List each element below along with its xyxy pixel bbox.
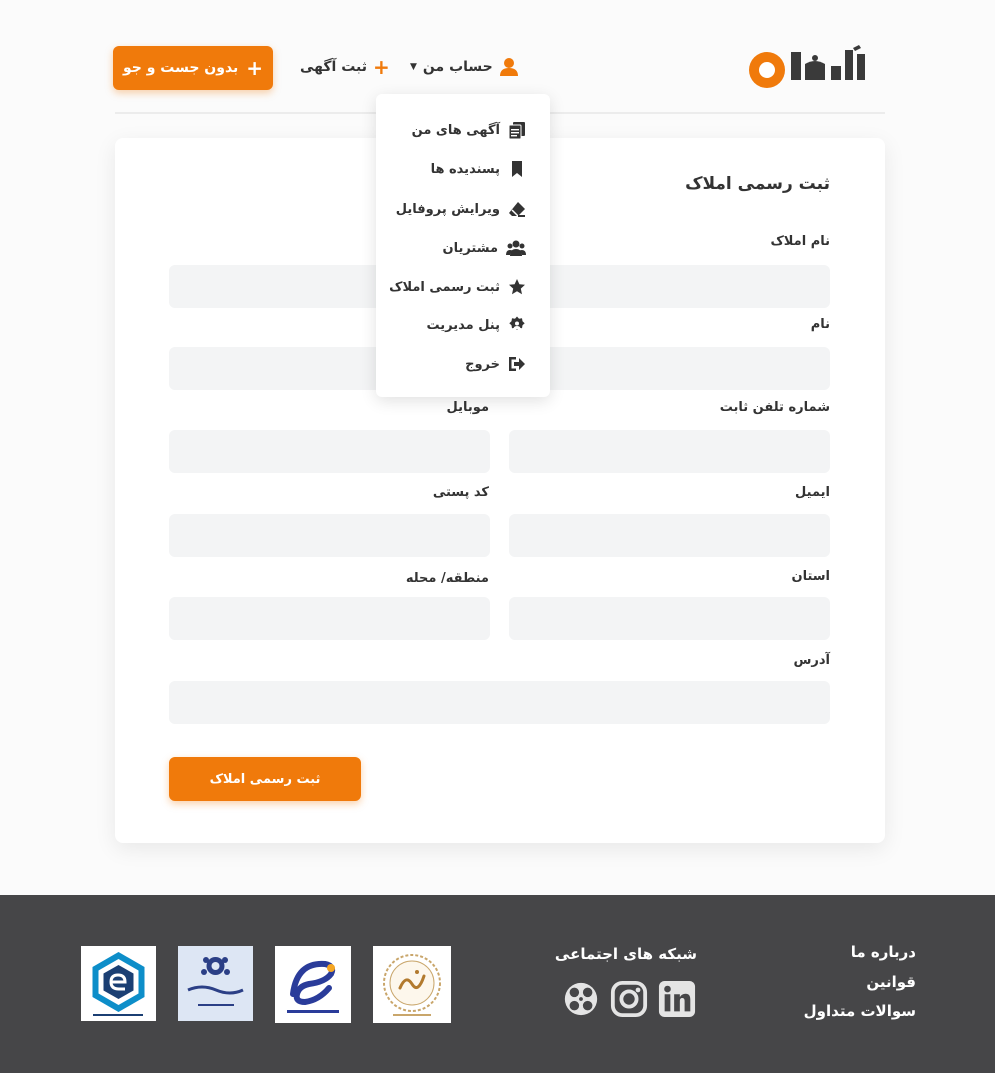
postal-code-input[interactable] xyxy=(169,514,490,557)
plus-icon: + xyxy=(246,56,264,80)
social-icons xyxy=(562,980,696,1018)
menu-item-favorites[interactable]: پسندیده ها xyxy=(431,157,526,181)
eraser-icon xyxy=(508,200,526,218)
ettehadieh-badge[interactable] xyxy=(81,946,156,1021)
instagram-icon[interactable] xyxy=(610,980,648,1018)
aparat-icon[interactable] xyxy=(562,980,600,1018)
email-label: ایمیل xyxy=(795,485,830,500)
enamad-logo-icon xyxy=(275,946,351,1023)
landline-label: شماره تلفن ثابت xyxy=(719,400,830,415)
samandehi-seal-icon xyxy=(373,946,451,1023)
district-input[interactable] xyxy=(169,597,490,640)
bookmark-icon xyxy=(508,160,526,178)
province-input[interactable] xyxy=(509,597,830,640)
mobile-label: موبایل xyxy=(446,400,489,415)
footer-link-rules[interactable]: قوانین xyxy=(866,973,916,991)
district-label: منطقه/ محله xyxy=(405,571,489,586)
social-title: شبکه های اجتماعی xyxy=(554,945,697,963)
submit-button[interactable]: ثبت رسمی املاک xyxy=(169,757,361,801)
user-icon xyxy=(499,57,519,77)
site-footer xyxy=(0,895,995,1073)
cog-icon xyxy=(508,316,526,334)
email-input[interactable] xyxy=(509,514,830,557)
menu-item-edit-profile[interactable]: ویرایش پروفایل xyxy=(396,197,526,221)
post-ad-label: ثبت آگهی xyxy=(300,59,368,75)
footer-link-faq[interactable]: سوالات متداول xyxy=(803,1002,916,1020)
account-dropdown-menu xyxy=(376,94,550,397)
brand-logo[interactable] xyxy=(745,44,877,90)
anjoman-badge[interactable] xyxy=(178,946,253,1021)
menu-item-logout[interactable]: خروج xyxy=(465,352,526,376)
ettehadieh-logo-icon xyxy=(81,946,156,1021)
users-icon xyxy=(506,239,526,257)
anjoman-logo-icon xyxy=(178,946,253,1021)
menu-item-my-ads[interactable]: آگهی های من xyxy=(412,118,526,142)
post-ad-link[interactable] xyxy=(300,55,390,79)
search-button[interactable] xyxy=(113,46,273,90)
sign-out-icon xyxy=(508,355,526,373)
menu-item-admin-panel[interactable]: پنل مدیریت xyxy=(427,313,527,337)
search-button-label: بدون جست و جو xyxy=(122,60,239,76)
star-icon xyxy=(508,278,526,296)
account-menu-toggle[interactable] xyxy=(410,55,519,79)
address-label: آدرس xyxy=(793,653,830,668)
enamad-badge[interactable] xyxy=(275,946,351,1023)
address-input[interactable] xyxy=(169,681,830,724)
menu-item-estate-registration[interactable]: ثبت رسمی املاک xyxy=(389,275,526,299)
estate-name-label: نام املاک xyxy=(770,234,830,249)
footer-link-about[interactable]: درباره ما xyxy=(850,943,916,961)
linkedin-icon[interactable] xyxy=(658,980,696,1018)
name-label: نام xyxy=(810,317,830,332)
province-label: استان xyxy=(791,569,830,584)
menu-item-customers[interactable]: مشتریان xyxy=(442,236,526,260)
postal-code-label: کد پستی xyxy=(432,485,489,500)
account-label: حساب من xyxy=(422,59,493,75)
plus-icon: + xyxy=(373,55,390,79)
logo-icon xyxy=(745,44,877,90)
form-title: ثبت رسمی املاک xyxy=(685,174,830,194)
documents-icon xyxy=(508,121,526,139)
samandehi-badge[interactable] xyxy=(373,946,451,1023)
caret-down-icon: ▼ xyxy=(410,62,417,72)
landline-input[interactable] xyxy=(509,430,830,473)
mobile-input[interactable] xyxy=(169,430,490,473)
